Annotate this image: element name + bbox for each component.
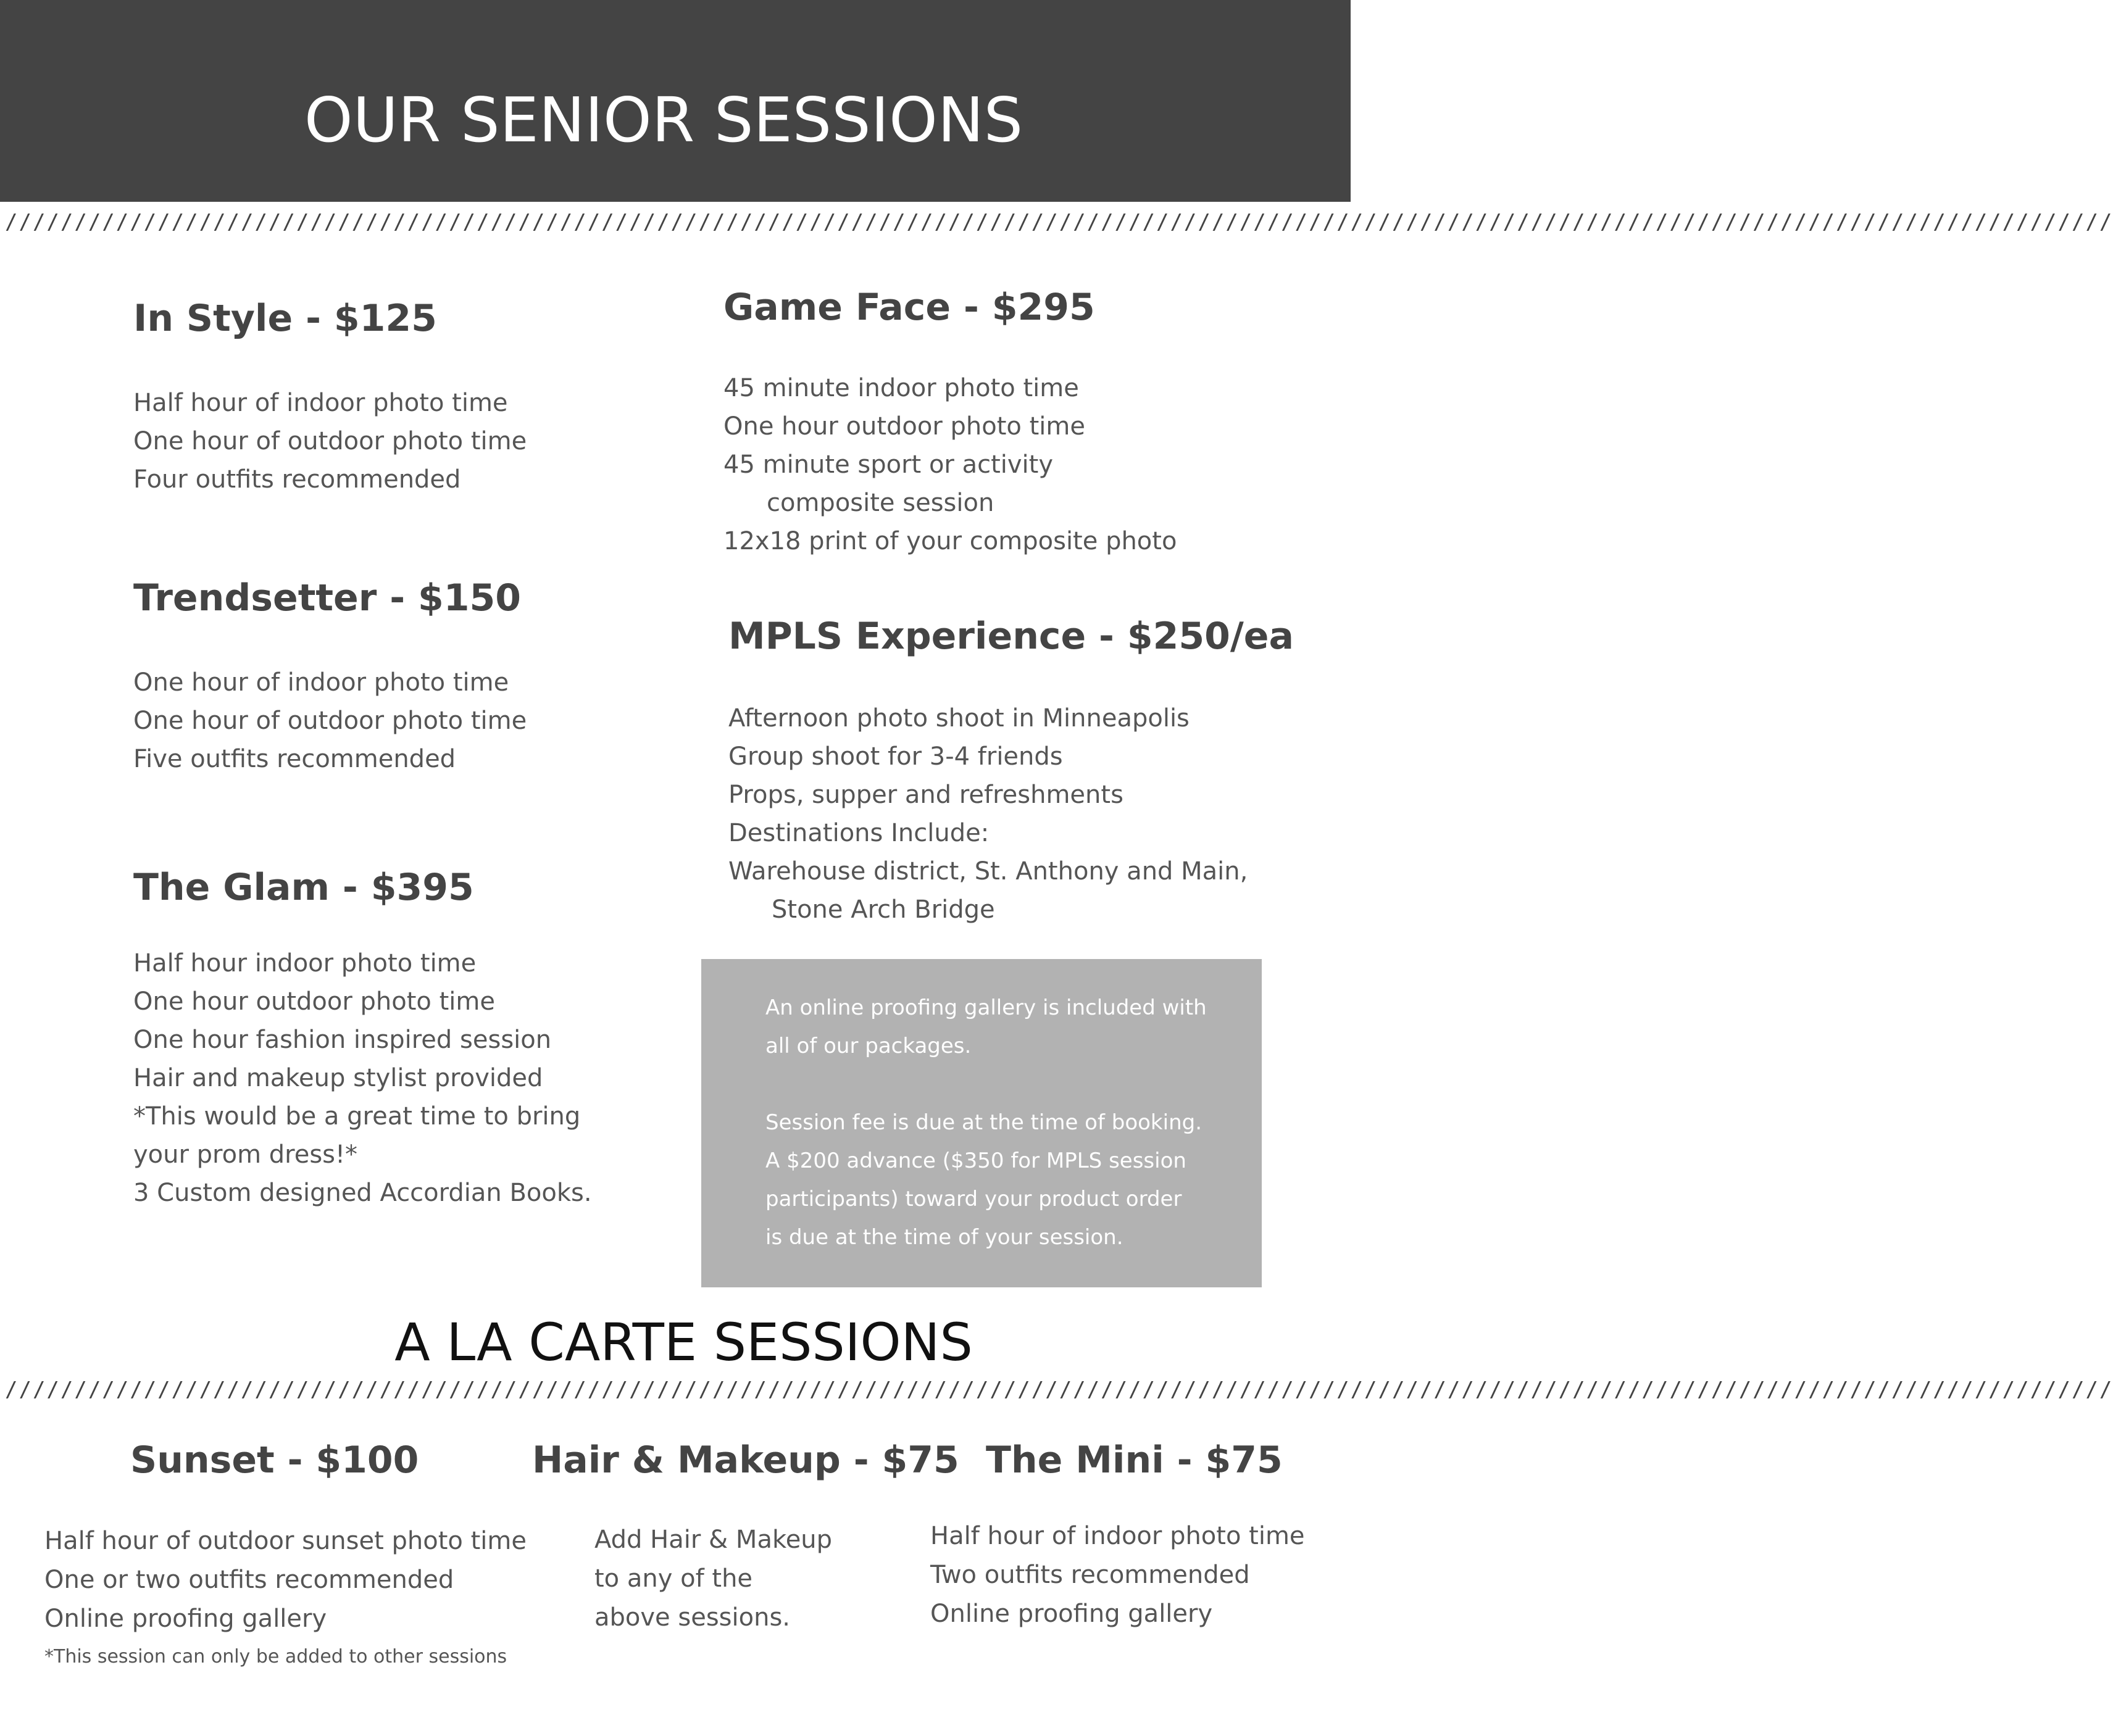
package-detail-line: Five outfits recommended [133,745,456,773]
a-la-carte-detail-line: Add Hair & Makeup [594,1526,833,1554]
package-detail-line: Destinations Include: [728,819,990,847]
package-game-face [723,285,1177,560]
package-title: Game Face - $295 [723,286,1095,329]
package-detail-line: your prom dress!* [133,1140,358,1169]
package-detail-line: Four outfits recommended [133,465,461,494]
slash-divider-middle: //////////////////////////////////////////////////////////////////////////////////////////////////////////////////////////////////////////////////////// [5,1377,2113,1402]
package-title: In Style - $125 [133,297,437,340]
package-detail-line: One hour of outdoor photo time [133,427,527,455]
info-line: participants) toward your product order [765,1187,1182,1211]
a-la-carte-detail-line: Online proofing gallery [44,1605,327,1633]
package-title: Trendsetter - $150 [133,576,522,620]
a-la-carte-title-the-mini: The Mini - $75 [986,1439,1283,1482]
package-detail-line: Group shoot for 3-4 friends [728,742,1063,771]
package-title: The Glam - $395 [133,866,474,909]
sunset-footnote: *This session can only be added to other sessions [44,1646,507,1667]
info-line: An online proofing gallery is included with [765,995,1207,1020]
package-detail-line: 45 minute indoor photo time [723,374,1079,402]
a-la-carte-detail-line: Half hour of indoor photo time [930,1522,1305,1550]
package-detail-line: One hour of indoor photo time [133,668,509,697]
package-detail-line: composite session [767,489,994,517]
a-la-carte-detail-line: Online proofing gallery [930,1600,1213,1628]
info-line: Session fee is due at the time of booking. [765,1110,1202,1135]
info-spacer [765,1065,1225,1103]
package-detail-line: Warehouse district, St. Anthony and Main, [728,857,1248,886]
package-detail-line: One hour fashion inspired session [133,1026,552,1054]
package-mpls-experience [728,614,1294,929]
a-la-carte-details-the-mini [930,1517,1305,1634]
package-title: MPLS Experience - $250/ea [728,615,1294,658]
a-la-carte-title-sunset: Sunset - $100 [130,1439,419,1482]
package-details [133,944,592,1212]
info-box [701,959,1262,1287]
package-detail-line: One hour outdoor photo time [723,412,1085,441]
package-detail-line: Half hour indoor photo time [133,949,477,978]
a-la-carte-detail-line: One or two outfits recommended [44,1566,454,1594]
package-detail-line: Afternoon photo shoot in Minneapolis [728,704,1190,733]
package-details [723,369,1177,560]
package-in-style [133,296,527,499]
package-trendsetter [133,576,527,778]
a-la-carte-detail-line: Half hour of outdoor sunset photo time [44,1527,527,1555]
package-detail-line: Stone Arch Bridge [772,895,995,924]
package-detail-line: One hour of outdoor photo time [133,707,527,735]
package-detail-line: One hour outdoor photo time [133,987,495,1016]
info-line: A $200 advance ($350 for MPLS session [765,1148,1186,1173]
a-la-carte-details-hair-makeup [594,1521,832,1637]
info-line: all of our packages. [765,1034,972,1058]
package-detail-line: 45 minute sport or activity [723,451,1054,479]
package-details [728,699,1294,929]
a-la-carte-details-sunset [44,1522,527,1638]
package-detail-line: Props, supper and refreshments [728,781,1123,809]
a-la-carte-detail-line: above sessions. [594,1603,790,1632]
section-title-a-la-carte: A LA CARTE SESSIONS [394,1312,973,1373]
a-la-carte-title-hair-makeup: Hair & Makeup - $75 [532,1439,959,1482]
package-details [133,384,527,499]
package-details [133,663,527,778]
slash-divider-top: //////////////////////////////////////////////////////////////////////////////////////////////////////////////////////////////////////////////////////// [5,210,2113,235]
info-line: is due at the time of your session. [765,1225,1123,1250]
page-title: OUR SENIOR SESSIONS [304,84,1023,156]
a-la-carte-detail-line: Two outfits recommended [930,1561,1250,1589]
a-la-carte-detail-line: to any of the [594,1564,753,1593]
package-detail-line: Half hour of indoor photo time [133,389,508,417]
package-detail-line: Hair and makeup stylist provided [133,1064,543,1092]
package-detail-line: *This would be a great time to bring [133,1102,581,1131]
package-detail-line: 3 Custom designed Accordian Books. [133,1179,592,1207]
package-detail-line: 12x18 print of your composite photo [723,527,1177,555]
package-the-glam [133,865,592,1212]
